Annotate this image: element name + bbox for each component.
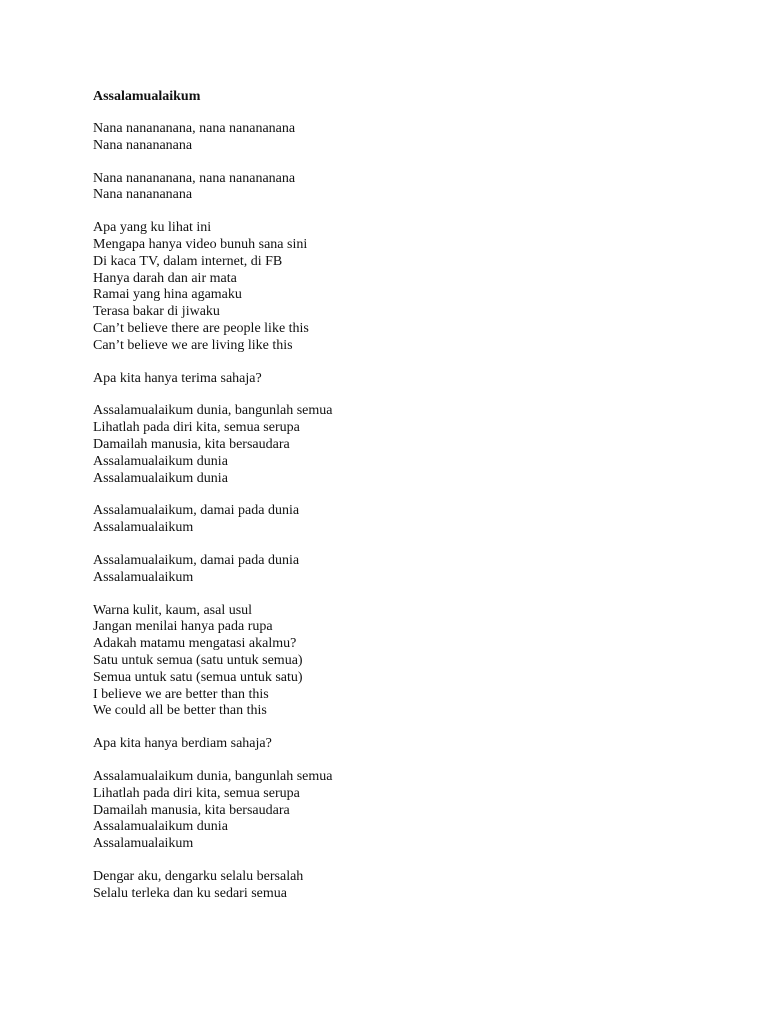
lyric-line: We could all be better than this xyxy=(93,703,267,719)
lyric-line: Assalamualaikum dunia xyxy=(93,453,228,469)
lyric-line: Damailah manusia, kita bersaudara xyxy=(93,802,290,818)
lyric-line: Assalamualaikum dunia, bangunlah semua xyxy=(93,768,333,784)
lyric-line: Satu untuk semua (satu untuk semua) xyxy=(93,652,303,668)
lyric-line: Assalamualaikum dunia xyxy=(93,819,228,835)
lyric-line: Assalamualaikum xyxy=(93,569,194,585)
stanza xyxy=(93,603,733,721)
lyric-line: Jangan menilai hanya pada rupa xyxy=(93,619,273,635)
lyric-line: Assalamualaikum xyxy=(93,836,194,852)
lyric-line: Hanya darah dan air mata xyxy=(93,270,237,286)
lyric-line: Can’t believe we are living like this xyxy=(93,337,293,353)
lyric-line: Adakah matamu mengatasi akalmu? xyxy=(93,636,297,652)
lyric-line: Assalamualaikum dunia, bangunlah semua xyxy=(93,403,333,419)
lyric-line: Assalamualaikum, damai pada dunia xyxy=(93,552,300,568)
lyric-line: Ramai yang hina agamaku xyxy=(93,287,242,303)
lyric-line: Apa kita hanya berdiam sahaja? xyxy=(93,736,272,752)
lyric-line: Terasa bakar di jiwaku xyxy=(93,304,220,320)
stanza xyxy=(93,869,733,903)
document-title: Assalamualaikum xyxy=(93,89,201,104)
lyric-line: Apa yang ku lihat ini xyxy=(93,220,212,236)
lyric-line: I believe we are better than this xyxy=(93,686,269,702)
stanza xyxy=(93,121,733,155)
lyric-line: Semua untuk satu (semua untuk satu) xyxy=(93,669,303,685)
stanza xyxy=(93,553,733,587)
lyric-line: Nana nanananana xyxy=(93,137,193,153)
lyric-line: Selalu terleka dan ku sedari semua xyxy=(93,885,287,901)
lyric-line: Apa kita hanya terima sahaja? xyxy=(93,370,262,386)
stanza xyxy=(93,769,733,853)
lyric-line: Nana nanananana, nana nanananana xyxy=(93,121,296,136)
lyric-line: Dengar aku, dengarku selalu bersalah xyxy=(93,868,304,884)
lyric-line: Assalamualaikum xyxy=(93,520,194,536)
lyric-line: Damailah manusia, kita bersaudara xyxy=(93,436,290,452)
stanza xyxy=(93,171,733,205)
stanza xyxy=(93,371,733,388)
lyric-line: Nana nanananana xyxy=(93,187,193,203)
lyric-line: Di kaca TV, dalam internet, di FB xyxy=(93,253,283,269)
document-page xyxy=(93,88,733,902)
lyrics-body xyxy=(93,121,733,902)
lyric-line: Nana nanananana, nana nanananana xyxy=(93,170,296,186)
stanza xyxy=(93,403,733,487)
stanza xyxy=(93,220,733,354)
lyric-line: Can’t believe there are people like this xyxy=(93,320,309,336)
lyric-line: Lihatlah pada diri kita, semua serupa xyxy=(93,420,300,436)
stanza xyxy=(93,736,733,753)
stanza xyxy=(93,503,733,537)
lyric-line: Assalamualaikum dunia xyxy=(93,470,228,486)
lyric-line: Assalamualaikum, damai pada dunia xyxy=(93,503,300,519)
lyric-line: Mengapa hanya video bunuh sana sini xyxy=(93,236,308,252)
lyric-line: Warna kulit, kaum, asal usul xyxy=(93,602,253,618)
lyric-line: Lihatlah pada diri kita, semua serupa xyxy=(93,785,300,801)
